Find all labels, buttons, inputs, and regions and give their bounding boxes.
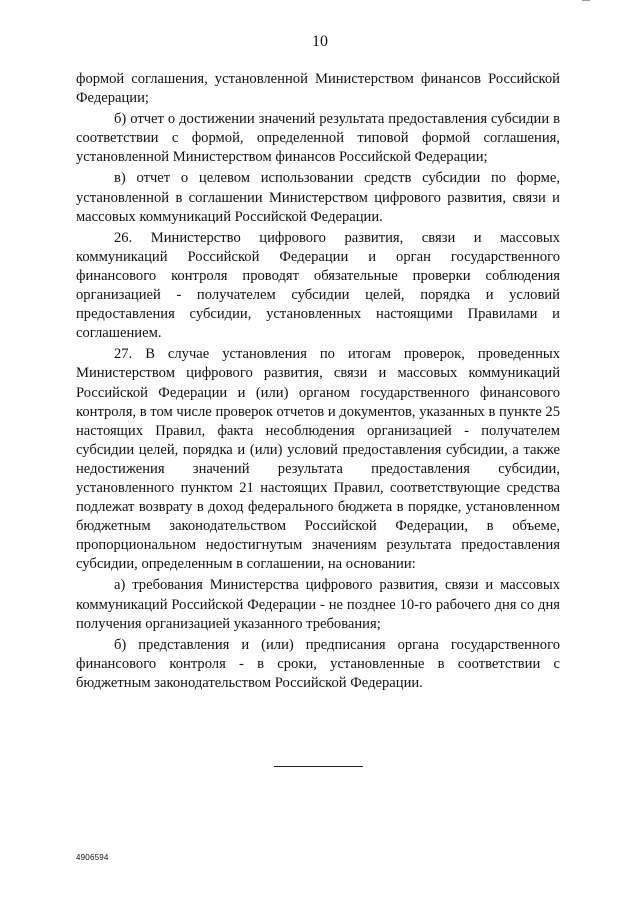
paragraph-item-v-report-usage: в) отчет о целевом использовании средств субсидии по форме, установленной в соглашении Министерством цифрового развития, связи и массовых коммуникаций Российской Федерации. bbox=[76, 170, 560, 225]
paragraph-continuation: формой соглашения, установленной Министерством финансов Российской Федерации; bbox=[76, 71, 560, 107]
paragraph-item-b-control-order: б) представления и (или) предписания органа государственного финансового контроля - в сроки, установленные в соответствии с бюджетным законодательством Российской Федерации. bbox=[76, 636, 560, 691]
document-body bbox=[76, 70, 560, 693]
paragraph-clause-27: 27. В случае установления по итогам проверок, проведенных Министерством цифрового развития, связи и массовых коммуникаций Российской Федерации и (или) органом государственного финансового контроля, в том числе проверок отчетов и документов, указанных в пункте 25 настоящих Правил, факта несоблюдения организацией - получателем субсидии целей, порядка и (или) условий предоставления субсидии, а также недостижения значений результата предоставления субсидии, установленного пунктом 21 настоящих Правил, соответствующие средства подлежат возврату в доход федерального бюджета в порядке, установленном бюджетным законодательством Российской Федерации, в объеме, пропорциональном недостигнутым значениям результата предоставления субсидии, определенным в соглашении, на основании: bbox=[76, 346, 560, 573]
paragraph-clause-26: 26. Министерство цифрового развития, связи и массовых коммуникаций Российской Федерации и орган государственного финансового контроля проводят обязательные проверки соблюдения организацией - получателем субсидии целей, порядка и условий предоставления субсидии, установленных настоящими Правилами и соглашением. bbox=[76, 229, 560, 342]
paragraph-item-a-ministry-demand: а) требования Министерства цифрового развития, связи и массовых коммуникаций Российской Федерации - не позднее 10-го рабочего дня со дня получения организацией указанного требования; bbox=[76, 577, 560, 632]
end-of-text-rule bbox=[274, 766, 363, 767]
document-code: 4906594 bbox=[76, 853, 109, 862]
paragraph-item-b-report-results: б) отчет о достижении значений результата предоставления субсидии в соответствии с формой, определенной типовой формой соглашения, установленной Министерством финансов Российской Федерации; bbox=[76, 111, 560, 166]
page-number: 10 bbox=[312, 33, 328, 50]
scan-corner-mark bbox=[582, 0, 590, 4]
